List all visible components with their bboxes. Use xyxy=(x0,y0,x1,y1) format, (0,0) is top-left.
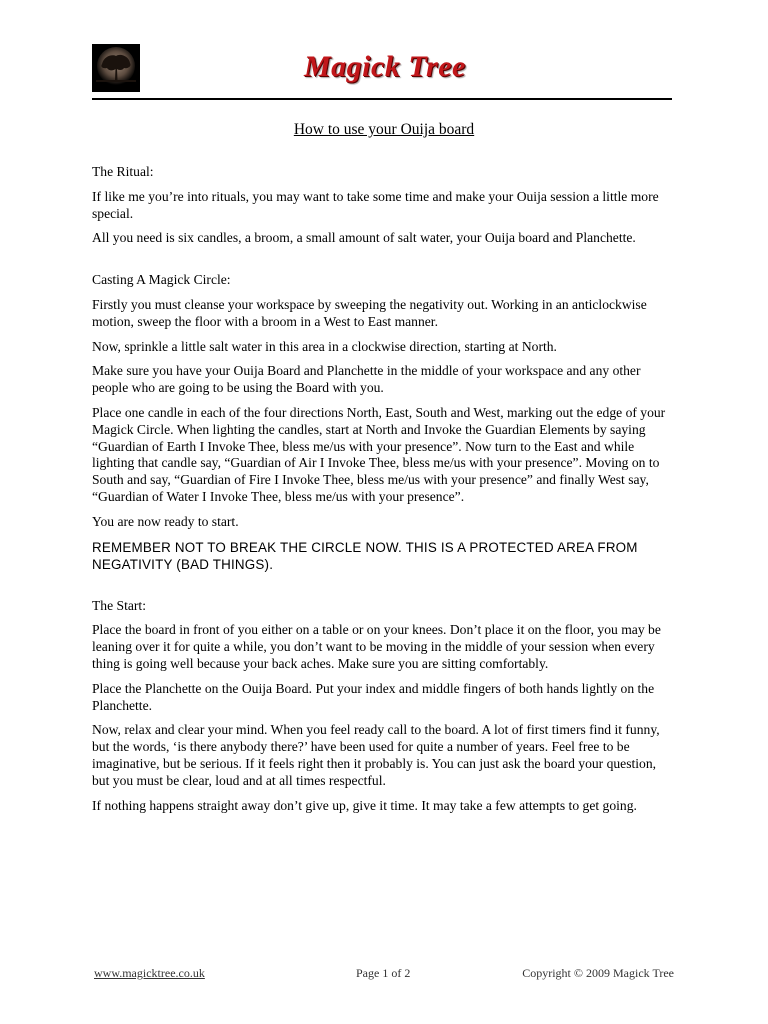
tree-silhouette-icon xyxy=(92,44,140,92)
copyright-text: Copyright © 2009 Magick Tree xyxy=(522,966,674,980)
website-link[interactable]: www.magicktree.co.uk xyxy=(94,966,205,980)
paragraph: If nothing happens straight away don’t give up, give it time. It may take a few attempts to get going. xyxy=(92,797,637,813)
section-heading-ritual: The Ritual: xyxy=(92,164,154,179)
page-number: Page 1 of 2 xyxy=(356,966,411,980)
section-heading-start: The Start: xyxy=(92,597,146,613)
page-footer xyxy=(92,966,676,982)
paragraph: You are now ready to start. xyxy=(92,513,239,529)
tree-logo-image xyxy=(92,44,140,92)
paragraph: Place the board in front of you either on a table or on your knees. Don’t place it on the floor, you may be leaning over it for quite a while, you don’t want to be moving in the middle of your session when every thing is going well because your back aches. Make sure you are sitting comfortably. xyxy=(92,622,661,671)
section-heading-circle: Casting A Magick Circle: xyxy=(92,272,231,288)
spacer xyxy=(92,255,676,272)
paragraph: All you need is six candles, a broom, a small amount of salt water, your Ouija board and Planchette. xyxy=(92,230,636,246)
brand-logo-text: Magick Tree xyxy=(304,50,466,83)
page-title: How to use your Ouija board xyxy=(293,121,475,138)
document-body xyxy=(92,164,676,822)
page-header xyxy=(92,42,672,100)
header-divider xyxy=(92,98,672,100)
paragraph: Firstly you must cleanse your workspace by sweeping the negativity out. Working in an anticlockwise motion, sweep the floor with a broom in a West to East manner. xyxy=(92,296,647,329)
paragraph: Now, sprinkle a little salt water in this area in a clockwise direction, starting at North. xyxy=(92,338,557,354)
warning-text: REMEMBER NOT TO BREAK THE CIRCLE NOW. THIS IS A PROTECTED AREA FROM NEGATIVITY (BAD THINGS). xyxy=(92,539,638,572)
paragraph: Place one candle in each of the four directions North, East, South and West, marking out the edge of your Magick Circle. When lighting the candles, start at North and Invoke the Guardian Elements by saying “Guardian of Earth I Invoke Thee, bless me/us with your presence”. Now turn to the East and while lighting that candle say, “Guardian of Air I Invoke Thee, bless me/us with your presence”. Moving on to South and say, “Guardian of Fire I Invoke Thee, bless me/us with your presence” and finally West say, “Guardian of Water I Invoke Thee, bless me/us with your presence”. xyxy=(92,404,666,504)
paragraph: If like me you’re into rituals, you may want to take some time and make your Ouija session a little more special. xyxy=(92,188,659,221)
paragraph: Place the Planchette on the Ouija Board. Put your index and middle fingers of both hands lightly on the Planchette. xyxy=(92,680,655,713)
paragraph: Make sure you have your Ouija Board and Planchette in the middle of your workspace and any other people who are going to be using the Board with you. xyxy=(92,363,641,396)
spacer xyxy=(92,581,676,598)
paragraph: Now, relax and clear your mind. When you feel ready call to the board. A lot of first timers find it funny, but the words, ‘is there anybody there?’ have been used for quite a number of years. Feel free to be imaginative, but be serious. If it feels right then it probably is. You can just ask the board your question, but you must be clear, loud and at all times respectful. xyxy=(92,722,660,788)
